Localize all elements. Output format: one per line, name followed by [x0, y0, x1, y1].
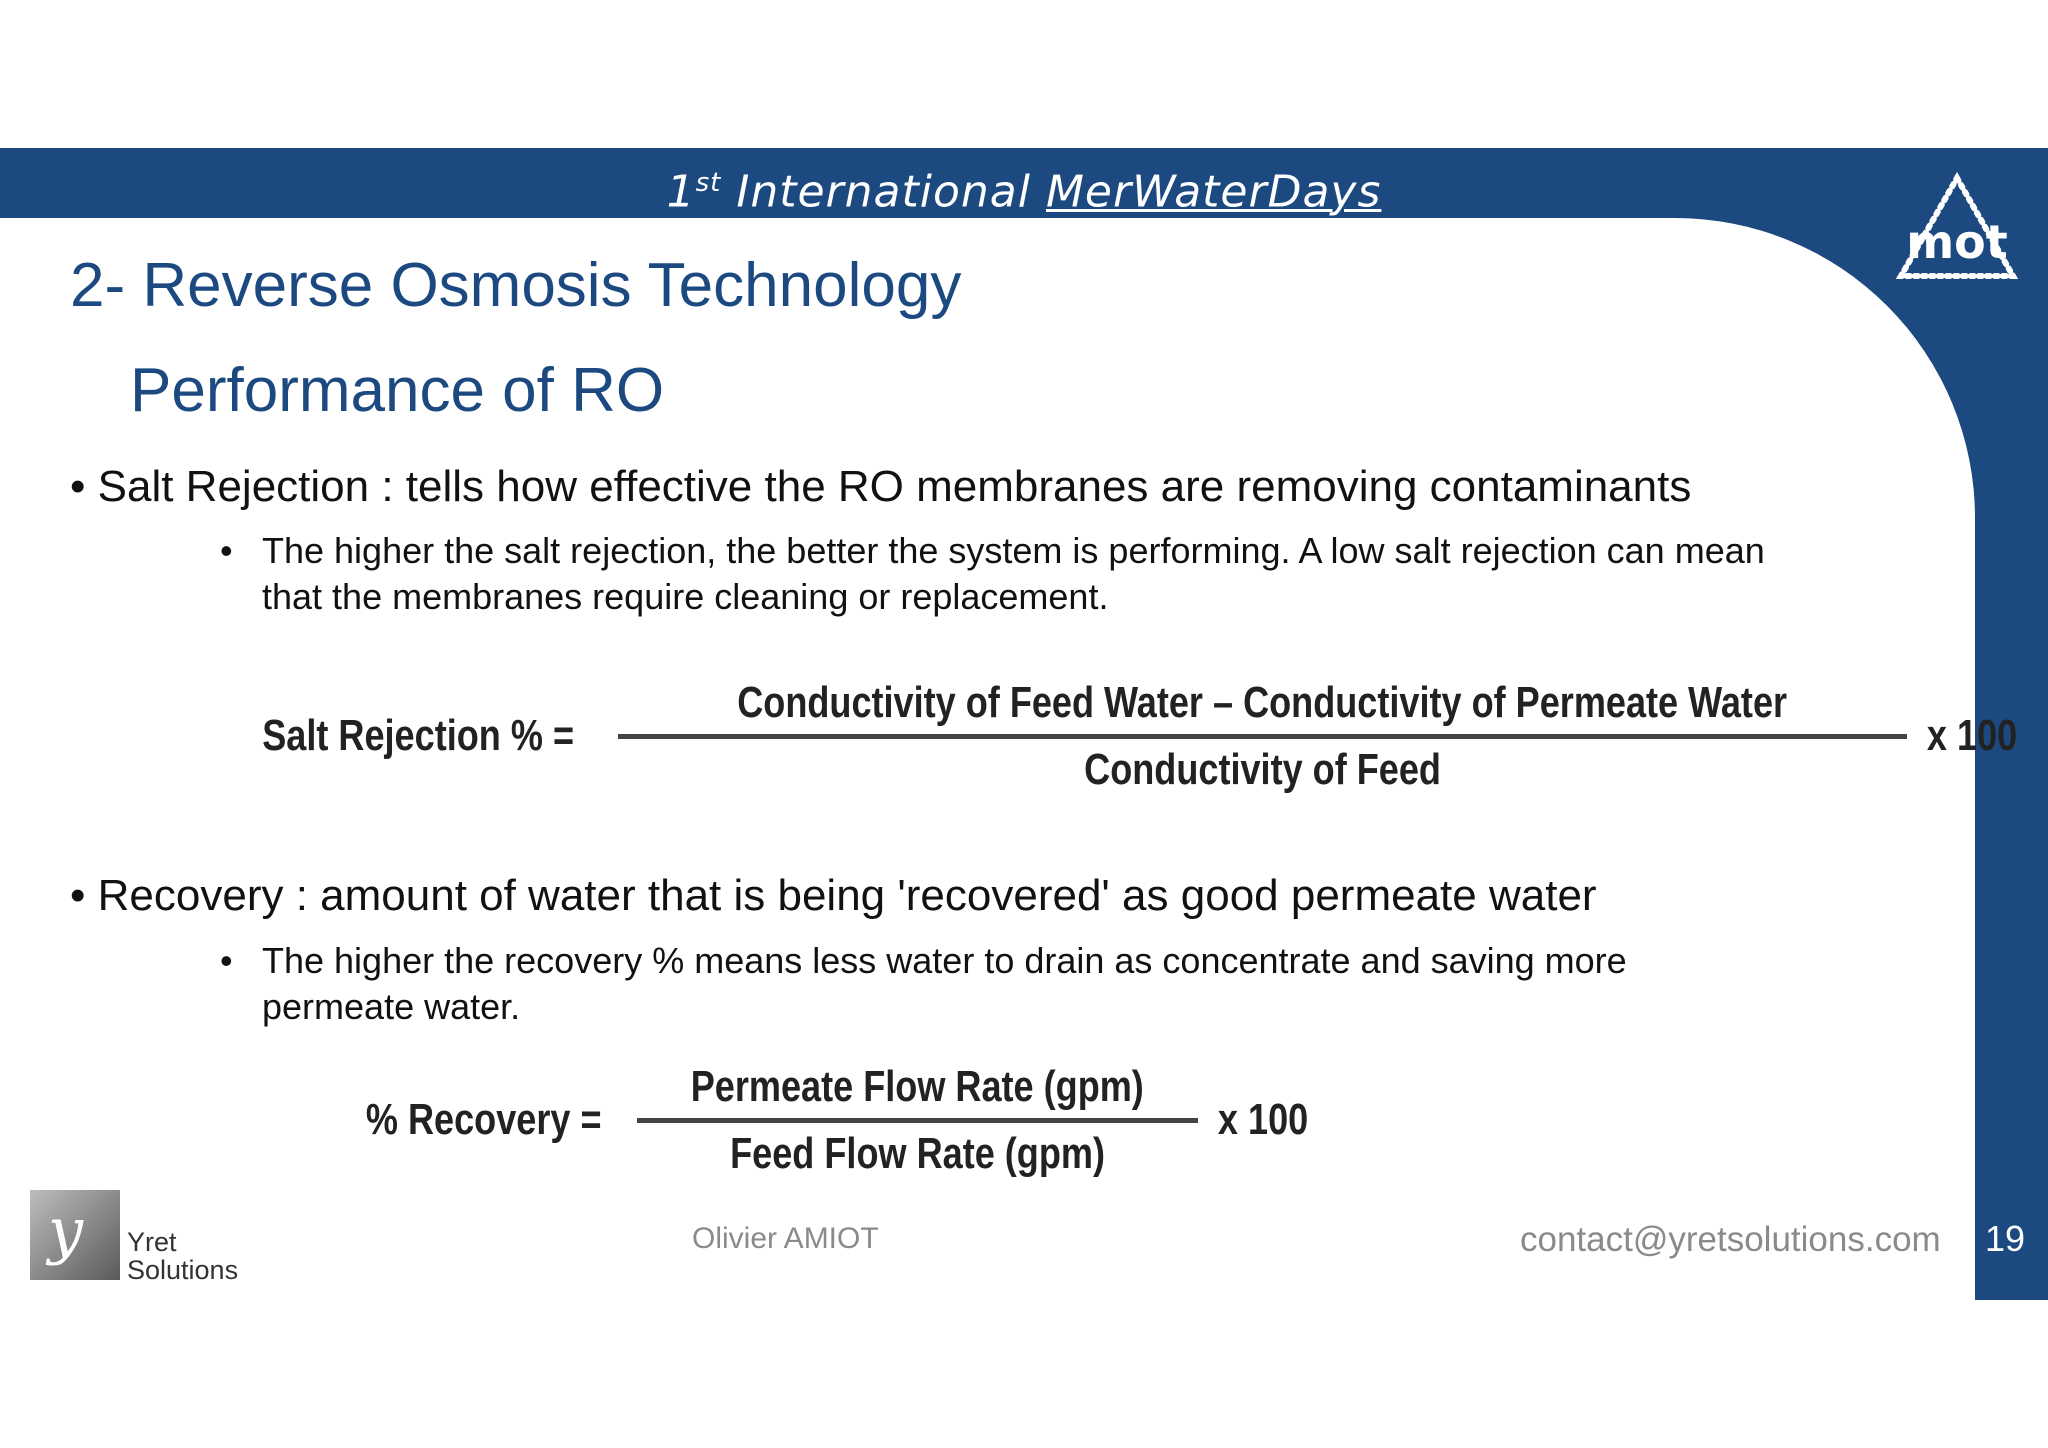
company-line1: Yret: [127, 1227, 177, 1257]
formula-numerator: Permeate Flow Rate (gpm): [691, 1061, 1145, 1111]
company-line2: Solutions: [127, 1255, 239, 1285]
subbullet-recovery: [220, 938, 1780, 1030]
event-title: [0, 148, 2048, 218]
formula-numerator: Conductivity of Feed Water – Conductivity of Permeate Water: [737, 677, 1788, 727]
contact-email: contact@yretsolutions.com: [1520, 1220, 1941, 1259]
slide-subtitle: Performance of RO: [130, 356, 665, 425]
organization-logo: [1895, 172, 2019, 284]
bullet-dot: •: [220, 940, 233, 981]
page-number: 19: [1985, 1218, 2026, 1259]
company-logo-letter: y: [48, 1194, 84, 1267]
formula-fraction: [637, 1062, 1198, 1179]
presenter-name: Olivier AMIOT: [692, 1222, 879, 1255]
subbullet-salt-rejection: [220, 528, 1780, 620]
bullet-recovery: • Recovery : amount of water that is being 'recovered' as good permeate water: [70, 871, 1597, 920]
formula-label: Salt Rejection % =: [262, 711, 575, 760]
bullet-text: Salt Rejection : tells how effective the RO membranes are removing contaminants: [97, 462, 1692, 511]
logo-text: mot: [1906, 215, 2008, 269]
formula-fraction: [618, 678, 1906, 795]
event-name: International: [736, 166, 1031, 218]
event-sup: st: [695, 168, 722, 198]
formula-multiplier: x 100: [1217, 1095, 1309, 1144]
salt-rejection-formula: [228, 676, 2027, 796]
company-logo: [30, 1190, 120, 1280]
bullet-text: Recovery : amount of water that is being 'recovered' as good permeate water: [97, 871, 1597, 920]
recovery-formula: [340, 1060, 1318, 1180]
bullet-salt-rejection: • Salt Rejection : tells how effective the RO membranes are removing contaminants: [70, 462, 1692, 511]
event-brand: MerWaterDays: [1045, 166, 1382, 218]
subbullet-text: The higher the salt rejection, the better the system is performing. A low salt rejection can mean that the membranes require cleaning or replacement.: [262, 530, 1765, 617]
formula-label: % Recovery =: [365, 1095, 602, 1144]
slide-title: 2- Reverse Osmosis Technology: [70, 251, 962, 320]
company-name: [127, 1228, 238, 1284]
formula-denominator: Feed Flow Rate (gpm): [730, 1128, 1106, 1178]
subbullet-text: The higher the recovery % means less water to drain as concentrate and saving more permeate water.: [262, 940, 1627, 1027]
event-prefix: 1: [666, 166, 696, 218]
formula-denominator: Conductivity of Feed: [1083, 744, 1441, 794]
bullet-dot: •: [220, 530, 233, 571]
formula-multiplier: x 100: [1926, 711, 2017, 760]
